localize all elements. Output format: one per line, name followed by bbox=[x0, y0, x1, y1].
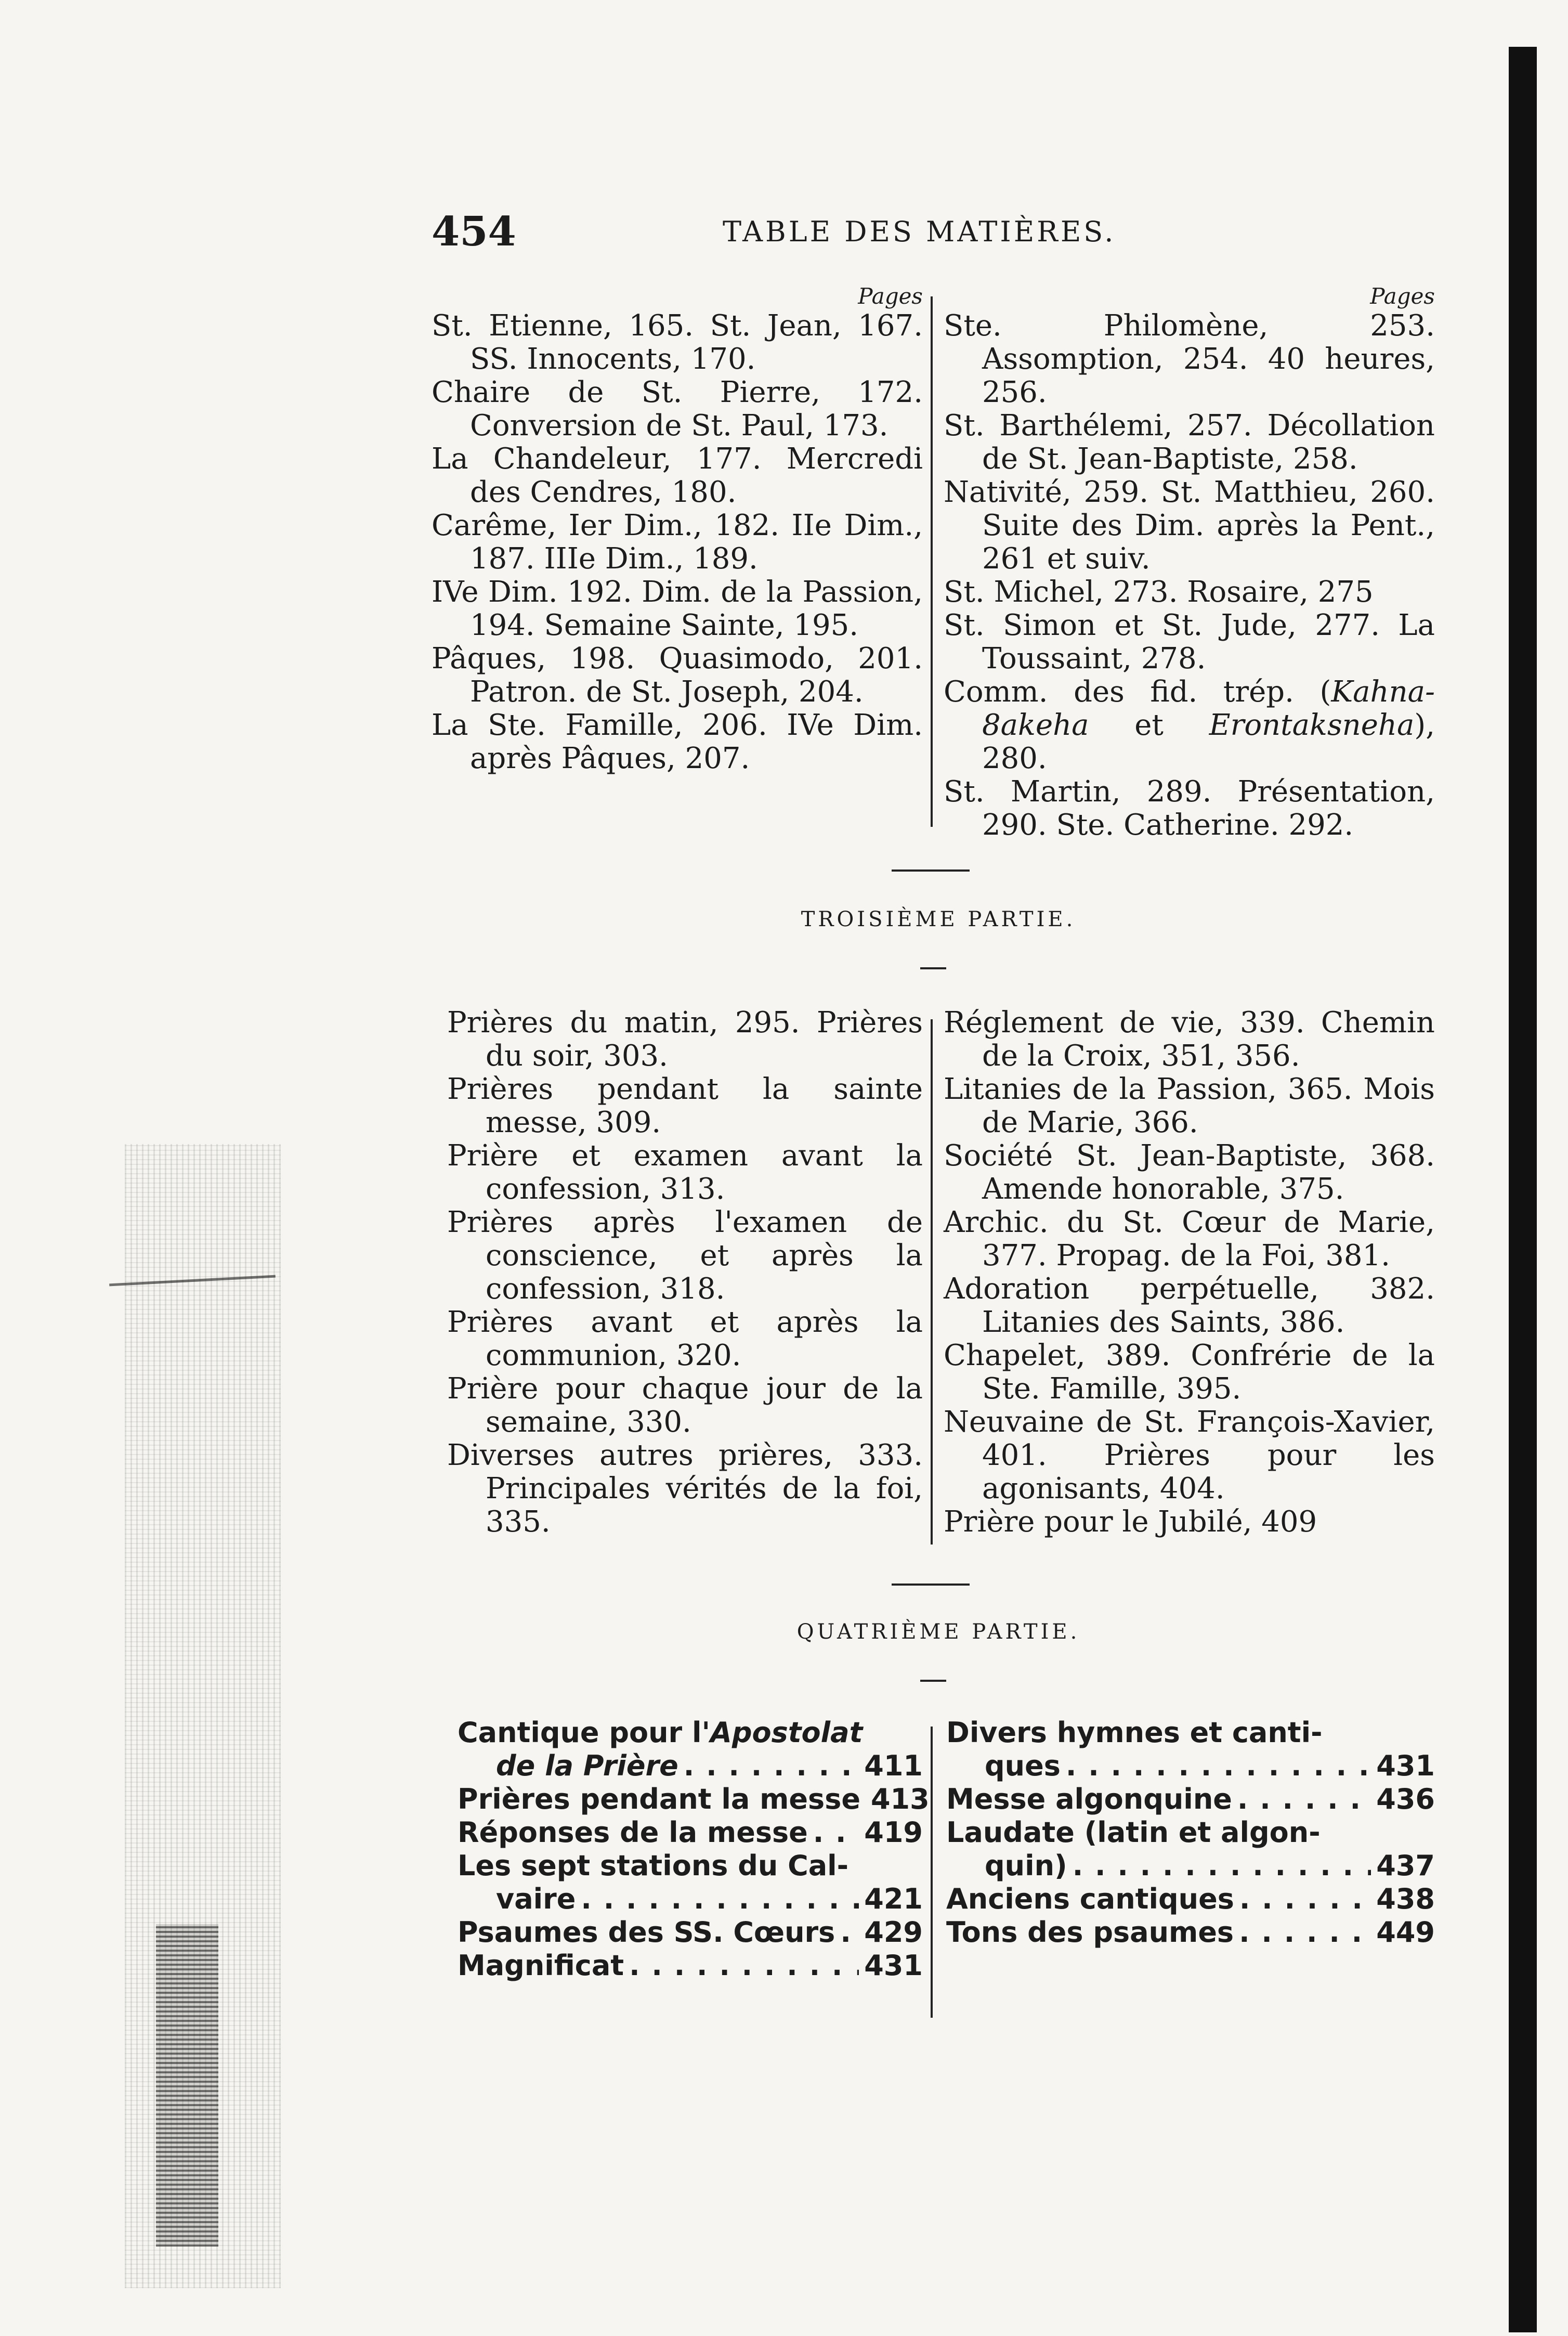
toc-entry: Prière pour le Jubilé, 409 bbox=[944, 1505, 1317, 1539]
column-rule bbox=[931, 1019, 933, 1545]
toc-entry: St. Michel, 273. Rosaire, 275 bbox=[944, 575, 1374, 609]
section4-right-column bbox=[946, 1716, 1435, 1949]
page-header bbox=[432, 208, 1445, 270]
toc-entry: Archic. du St. Cœur de Marie, 377. Propag. de la Foi, 381. bbox=[944, 1205, 1435, 1273]
toc-entry: Prières avant et après la communion, 320. bbox=[447, 1305, 923, 1372]
toc-entry: Messe algonquine . . . 436 bbox=[946, 1783, 1435, 1816]
toc-entry: Neuvaine de St. François-Xavier, 401. Prières pour les agonisants, 404. bbox=[944, 1405, 1435, 1506]
toc-entry: Prières après l'examen de conscience, et après la confession, 318. bbox=[447, 1205, 923, 1306]
toc-entry: Réponses de la messe . . . 419 bbox=[458, 1816, 923, 1849]
toc-entry: Prière pour chaque jour de la semaine, 330. bbox=[447, 1372, 923, 1439]
toc-entry-comm: Comm. des fid. trép. (Kahna-8akeha et Erontaksneha), 280. bbox=[944, 675, 1435, 775]
toc-entry-laudate: Laudate (latin et algon- bbox=[946, 1816, 1321, 1849]
section-divider bbox=[892, 869, 970, 872]
toc-entry-sept-cont: vaire . . . 421 bbox=[458, 1883, 923, 1916]
toc-entry: Ste. Philomène, 253. Assomption, 254. 40 heures, 256. bbox=[944, 309, 1435, 409]
toc-entry: Magnificat . . . 431 bbox=[458, 1949, 923, 1982]
toc-entry: La Ste. Famille, 206. IVe Dim. après Pâques, 207. bbox=[432, 708, 923, 775]
toc-entry: St. Barthélemi, 257. Décollation de St. Jean-Baptiste, 258. bbox=[944, 409, 1435, 476]
toc-entry: Prières pendant la sainte messe, 309. bbox=[447, 1072, 923, 1139]
page-number: 454 bbox=[432, 208, 516, 255]
toc-entry: Société St. Jean-Baptiste, 368. Amende honorable, 375. bbox=[944, 1139, 1435, 1206]
toc-entry-cantique-cont: de la Prière . . . 411 bbox=[458, 1749, 923, 1783]
toc-entry: St. Martin, 289. Présentation, 290. Ste. Catherine. 292. bbox=[944, 775, 1435, 842]
toc-entry: Tons des psaumes . . . 449 bbox=[946, 1916, 1435, 1949]
toc-entry: La Chandeleur, 177. Mercredi des Cendres, 180. bbox=[432, 442, 923, 509]
section-divider bbox=[892, 1584, 970, 1586]
title-underline bbox=[920, 1680, 946, 1682]
scan-gutter-shadow bbox=[156, 1924, 218, 2247]
column-rule bbox=[931, 1727, 933, 2018]
toc-entry: Diverses autres prières, 333. Principales vérités de la foi, 335. bbox=[447, 1438, 923, 1539]
toc-entry: St. Simon et St. Jude, 277. La Toussaint, 278. bbox=[944, 608, 1435, 676]
toc-entry: Nativité, 259. St. Matthieu, 260. Suite des Dim. après la Pent., 261 et suiv. bbox=[944, 475, 1435, 576]
toc-entry: St. Etienne, 165. St. Jean, 167. SS. Innocents, 170. bbox=[432, 309, 923, 376]
toc-entry: Adoration perpétuelle, 382. Litanies des Saints, 386. bbox=[944, 1272, 1435, 1339]
toc-entry: Prières du matin, 295. Prières du soir, 303. bbox=[447, 1006, 923, 1073]
toc-entry: Prière et examen avant la confession, 313. bbox=[447, 1139, 923, 1206]
section4-left-column bbox=[458, 1716, 930, 1982]
toc-entry: Réglement de vie, 339. Chemin de la Croix, 351, 356. bbox=[944, 1006, 1435, 1073]
section3-right-column bbox=[944, 1006, 1435, 1539]
pages-label-right: Pages bbox=[1370, 283, 1435, 309]
toc-entry-divers: Divers hymnes et canti- bbox=[946, 1716, 1323, 1749]
toc-entry: Psaumes des SS. Cœurs . . . 429 bbox=[458, 1916, 923, 1949]
section3-left-column bbox=[447, 1006, 923, 1539]
scan-edge-bar bbox=[1509, 47, 1537, 2332]
toc-entry: Prières pendant la messe 413 bbox=[458, 1783, 930, 1815]
section3-title: TROISIÈME PARTIE. bbox=[801, 907, 1076, 931]
toc-entry-cantique: Cantique pour l'Apostolat bbox=[458, 1716, 863, 1749]
pages-label-left: Pages bbox=[858, 283, 923, 309]
toc-entry: Chaire de St. Pierre, 172. Conversion de St. Paul, 173. bbox=[432, 375, 923, 443]
toc-entry-laudate-cont: quin) . . . 437 bbox=[946, 1849, 1435, 1883]
toc-entry-divers-cont: ques . . . 431 bbox=[946, 1749, 1435, 1783]
running-title: TABLE DES MATIÈRES. bbox=[723, 215, 1116, 248]
column-rule bbox=[931, 296, 933, 827]
section4-title: QUATRIÈME PARTIE. bbox=[796, 1620, 1080, 1644]
toc-entry: Anciens cantiques . . . 438 bbox=[946, 1883, 1435, 1916]
toc-entry: Chapelet, 389. Confrérie de la Ste. Famille, 395. bbox=[944, 1339, 1435, 1406]
toc-entry: Carême, Ier Dim., 182. IIe Dim., 187. IIIe Dim., 189. bbox=[432, 509, 923, 576]
section2-left-column bbox=[432, 283, 923, 775]
title-underline bbox=[920, 967, 946, 969]
section2-right-column bbox=[944, 283, 1435, 842]
toc-entry-sept: Les sept stations du Cal- bbox=[458, 1849, 849, 1882]
toc-entry: Litanies de la Passion, 365. Mois de Marie, 366. bbox=[944, 1072, 1435, 1139]
toc-entry: IVe Dim. 192. Dim. de la Passion, 194. Semaine Sainte, 195. bbox=[432, 575, 923, 642]
toc-entry: Pâques, 198. Quasimodo, 201. Patron. de St. Joseph, 204. bbox=[432, 642, 923, 709]
